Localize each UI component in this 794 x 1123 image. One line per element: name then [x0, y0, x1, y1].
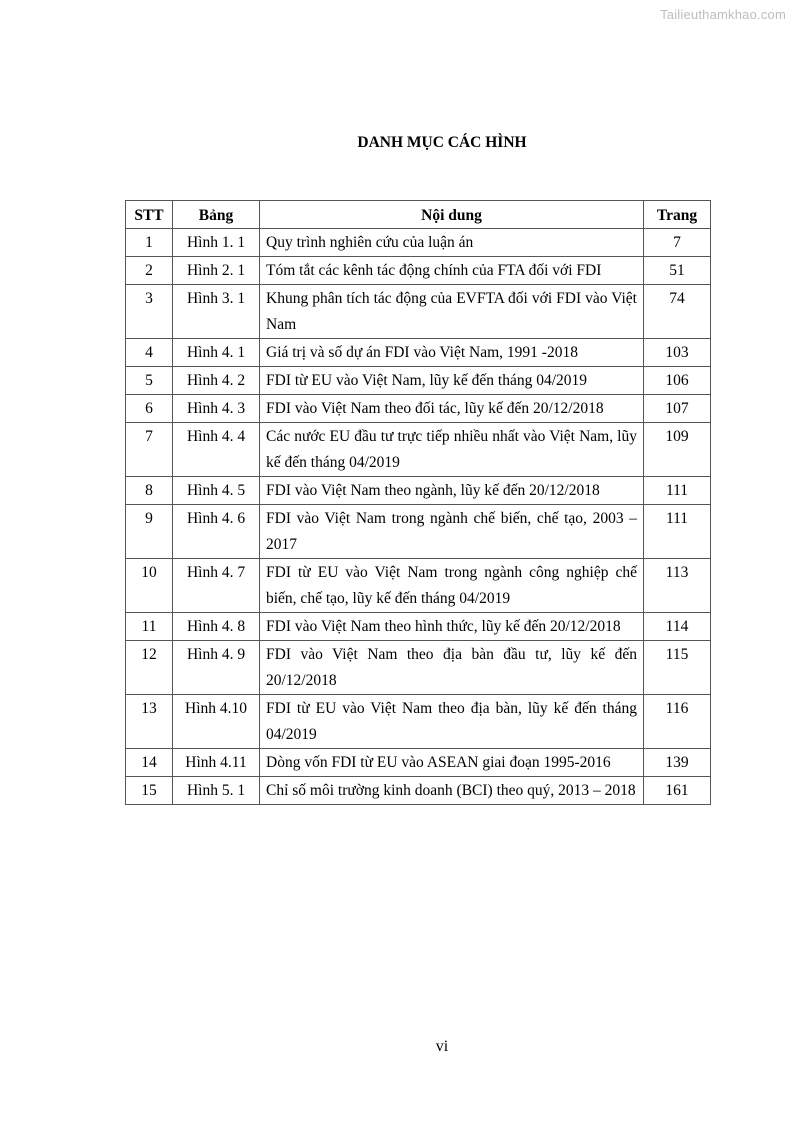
cell-noi-dung: Giá trị và số dự án FDI vào Việt Nam, 1991 -2018: [260, 339, 644, 367]
cell-stt: 7: [126, 423, 173, 477]
header-trang: Trang: [644, 201, 711, 229]
cell-stt: 15: [126, 777, 173, 805]
header-bang: Bảng: [173, 201, 260, 229]
cell-stt: 10: [126, 559, 173, 613]
table-row: [126, 777, 711, 805]
cell-bang: Hình 4. 9: [173, 641, 260, 695]
cell-noi-dung: FDI vào Việt Nam theo ngành, lũy kế đến 20/12/2018: [260, 477, 644, 505]
cell-noi-dung: Quy trình nghiên cứu của luận án: [260, 229, 644, 257]
table-row: [126, 641, 711, 695]
cell-noi-dung: Chỉ số môi trường kinh doanh (BCI) theo quý, 2013 – 2018: [260, 777, 644, 805]
cell-trang: 106: [644, 367, 711, 395]
cell-noi-dung: FDI vào Việt Nam trong ngành chế biến, chế tạo, 2003 – 2017: [260, 505, 644, 559]
table-row: [126, 395, 711, 423]
table-row: [126, 613, 711, 641]
cell-trang: 103: [644, 339, 711, 367]
table-row: [126, 285, 711, 339]
header-noi-dung: Nội dung: [260, 201, 644, 229]
figure-list-table: [125, 200, 711, 805]
cell-noi-dung: Các nước EU đầu tư trực tiếp nhiều nhất vào Việt Nam, lũy kế đến tháng 04/2019: [260, 423, 644, 477]
cell-trang: 109: [644, 423, 711, 477]
cell-noi-dung: FDI từ EU vào Việt Nam theo địa bàn, lũy kế đến tháng 04/2019: [260, 695, 644, 749]
cell-noi-dung: Tóm tắt các kênh tác động chính của FTA đối với FDI: [260, 257, 644, 285]
cell-stt: 6: [126, 395, 173, 423]
cell-noi-dung: Khung phân tích tác động của EVFTA đối với FDI vào Việt Nam: [260, 285, 644, 339]
cell-trang: 7: [644, 229, 711, 257]
cell-bang: Hình 4.11: [173, 749, 260, 777]
table-row: [126, 423, 711, 477]
cell-bang: Hình 4.10: [173, 695, 260, 749]
cell-trang: 113: [644, 559, 711, 613]
cell-bang: Hình 4. 5: [173, 477, 260, 505]
cell-trang: 107: [644, 395, 711, 423]
cell-stt: 14: [126, 749, 173, 777]
cell-trang: 111: [644, 477, 711, 505]
header-stt: STT: [126, 201, 173, 229]
cell-bang: Hình 4. 2: [173, 367, 260, 395]
cell-stt: 12: [126, 641, 173, 695]
cell-trang: 161: [644, 777, 711, 805]
cell-bang: Hình 1. 1: [173, 229, 260, 257]
cell-stt: 9: [126, 505, 173, 559]
watermark: Tailieuthamkhao.com: [660, 7, 786, 22]
table-header-row: [126, 201, 711, 229]
cell-stt: 4: [126, 339, 173, 367]
table-row: [126, 339, 711, 367]
cell-stt: 5: [126, 367, 173, 395]
cell-trang: 116: [644, 695, 711, 749]
cell-bang: Hình 4. 8: [173, 613, 260, 641]
cell-trang: 74: [644, 285, 711, 339]
table-row: [126, 559, 711, 613]
table-row: [126, 749, 711, 777]
cell-noi-dung: FDI vào Việt Nam theo hình thức, lũy kế đến 20/12/2018: [260, 613, 644, 641]
cell-bang: Hình 4. 6: [173, 505, 260, 559]
cell-trang: 111: [644, 505, 711, 559]
cell-stt: 11: [126, 613, 173, 641]
cell-stt: 3: [126, 285, 173, 339]
table-row: [126, 477, 711, 505]
page-number: vi: [435, 1038, 449, 1055]
cell-trang: 115: [644, 641, 711, 695]
cell-bang: Hình 2. 1: [173, 257, 260, 285]
cell-bang: Hình 4. 3: [173, 395, 260, 423]
cell-bang: Hình 4. 4: [173, 423, 260, 477]
cell-noi-dung: FDI từ EU vào Việt Nam, lũy kế đến tháng 04/2019: [260, 367, 644, 395]
cell-bang: Hình 4. 1: [173, 339, 260, 367]
table-row: [126, 367, 711, 395]
cell-trang: 114: [644, 613, 711, 641]
cell-stt: 1: [126, 229, 173, 257]
cell-bang: Hình 4. 7: [173, 559, 260, 613]
cell-bang: Hình 3. 1: [173, 285, 260, 339]
cell-bang: Hình 5. 1: [173, 777, 260, 805]
cell-noi-dung: FDI vào Việt Nam theo đối tác, lũy kế đến 20/12/2018: [260, 395, 644, 423]
page-title: DANH MỤC CÁC HÌNH: [357, 134, 527, 151]
table-row: [126, 257, 711, 285]
table-row: [126, 695, 711, 749]
table-row: [126, 229, 711, 257]
cell-noi-dung: FDI vào Việt Nam theo địa bàn đầu tư, lũy kế đến 20/12/2018: [260, 641, 644, 695]
cell-noi-dung: Dòng vốn FDI từ EU vào ASEAN giai đoạn 1995-2016: [260, 749, 644, 777]
cell-stt: 8: [126, 477, 173, 505]
cell-stt: 2: [126, 257, 173, 285]
cell-trang: 51: [644, 257, 711, 285]
cell-stt: 13: [126, 695, 173, 749]
cell-trang: 139: [644, 749, 711, 777]
table-row: [126, 505, 711, 559]
cell-noi-dung: FDI từ EU vào Việt Nam trong ngành công nghiệp chế biến, chế tạo, lũy kế đến tháng 04/2019: [260, 559, 644, 613]
